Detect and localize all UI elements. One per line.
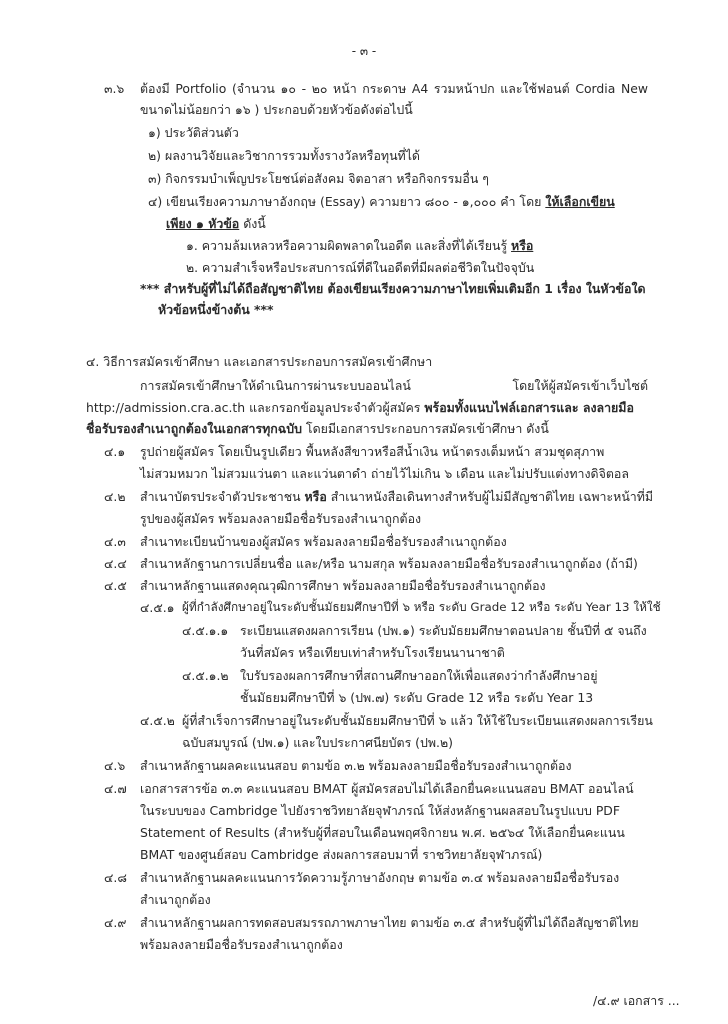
item-text: วันที่สมัคร หรือเทียบเท่าสำหรับโรงเรียนนานาชาติ xyxy=(240,645,505,660)
item-text: สำเนาหลักฐานการเปลี่ยนชื่อ และ/หรือ นามสกุล พร้อมลงลายมือชื่อรับรองสำเนาถูกต้อง (ถ้ามี) xyxy=(140,556,638,571)
emphasis-text: เพียง ๑ หัวข้อ xyxy=(166,216,240,231)
item-text: Statement of Results (สำหรับผู้ที่สอบในเดือนพฤศจิกายน พ.ศ. ๒๕๖๔ ให้เลือกยื่นคะแนน xyxy=(140,825,625,840)
item-text xyxy=(140,488,653,505)
section-heading: ๔. วิธีการสมัครเข้าศึกษา และเอกสารประกอบการสมัครเข้าศึกษา xyxy=(86,354,433,369)
list-item: ๑) ประวัติส่วนตัว xyxy=(148,125,239,140)
item-number: ๔.๔ xyxy=(104,556,127,571)
item-text: ฉบับสมบูรณ์ (ปพ.๑) และใบประกาศนียบัตร (ปพ.๒) xyxy=(182,735,453,750)
note-text: *** สำหรับผู้ที่ไม่ได้ถือสัญชาติไทย ต้องเขียนเรียงความภาษาไทยเพิ่มเติมอีก 1 เรื่อง ในหัวข้อใด xyxy=(140,281,646,296)
item-number: ๔.๗ xyxy=(104,781,127,796)
item-number: ๔.๕ xyxy=(104,578,127,593)
list-item xyxy=(148,193,615,210)
paragraph-line xyxy=(86,420,549,437)
paragraph-line: ต้องมี Portfolio (จำนวน ๑๐ - ๒๐ หน้า กระดาษ A4 รวมหน้าปก และใช้ฟอนต์ Cordia New xyxy=(140,81,648,96)
item-number: ๔.๑ xyxy=(104,444,126,459)
text: ดังนี้ xyxy=(239,216,266,231)
emphasis-text: ให้เลือกเขียน xyxy=(545,194,615,209)
item-number: ๔.๕.๒ xyxy=(140,713,175,728)
item-number: ๔.๕.๑.๒ xyxy=(182,668,229,683)
item-text: ผู้ที่สำเร็จการศึกษาอยู่ในระดับชั้นมัธยมศึกษาปีที่ ๖ แล้ว ให้ใช้ใบระเบียนแสดงผลการเรียน xyxy=(182,713,653,728)
item-text: สำเนาหลักฐานผลคะแนนสอบ ตามข้อ ๓.๒ พร้อมลงลายมือชื่อรับรองสำเนาถูกต้อง xyxy=(140,758,572,773)
essay-topic: ๒. ความสำเร็จหรือประสบการณ์ที่ดีในอดีตที่มีผลต่อชีวิตในปัจจุบัน xyxy=(186,260,535,275)
paragraph-line xyxy=(86,399,634,416)
item-number: ๔.๕.๑ xyxy=(140,600,175,615)
essay-topic xyxy=(186,237,533,254)
item-text: ระเบียนแสดงผลการเรียน (ปพ.๑) ระดับมัธยมศึกษาตอนปลาย ชั้นปีที่ ๕ จนถึง xyxy=(240,623,647,638)
paragraph-line: การสมัครเข้าศึกษาให้ดำเนินการผ่านระบบออนไลน์ โดยให้ผู้สมัครเข้าเว็บไซต์ xyxy=(140,378,648,393)
text: สำเนาหนังสือเดินทางสำหรับผู้ไม่มีสัญชาติไทย เฉพาะหน้าที่มี xyxy=(326,489,654,504)
paragraph-line: ขนาดไม่น้อยกว่า ๑๖ ) ประกอบด้วยหัวข้อดังต่อไปนี้ xyxy=(140,102,413,117)
item-number: ๔.๓ xyxy=(104,534,126,549)
page-number: - ๓ - xyxy=(351,44,377,58)
emphasis-text: หรือ xyxy=(511,238,534,253)
item-text: สำเนาทะเบียนบ้านของผู้สมัคร พร้อมลงลายมือชื่อรับรองสำเนาถูกต้อง xyxy=(140,534,507,549)
item-number: ๔.๒ xyxy=(104,489,126,504)
note-text: หัวข้อหนึ่งข้างต้น *** xyxy=(158,302,274,317)
text: โดยมีเอกสารประกอบการสมัครเข้าศึกษา ดังนี้ xyxy=(301,421,549,436)
list-item: ๒) ผลงานวิจัยและวิชาการรวมทั้งรางวัลหรือทุนที่ได้ xyxy=(148,148,420,163)
item-text: BMAT ของศูนย์สอบ Cambridge ส่งผลการสอบมาที่ ราชวิทยาลัยจุฬาภรณ์) xyxy=(140,847,543,862)
item-number: ๔.๙ xyxy=(104,915,127,930)
item-text: สำเนาหลักฐานแสดงคุณวุฒิการศึกษา พร้อมลงลายมือชื่อรับรองสำเนาถูกต้อง xyxy=(140,578,546,593)
item-text: ใบรับรองผลการศึกษาที่สถานศึกษาออกให้เพื่อแสดงว่ากำลังศึกษาอยู่ xyxy=(240,668,598,683)
item-text: เอกสารสารข้อ ๓.๓ คะแนนสอบ BMAT ผู้สมัครสอบไม่ได้เลือกยื่นคะแนนสอบ BMAT ออนไลน์ xyxy=(140,781,634,796)
emphasis-text: หรือ xyxy=(304,489,327,504)
continuation-footer: /๔.๙ เอกสาร ... xyxy=(593,993,680,1008)
item-text: ไม่สวมหมวก ไม่สวมแว่นตา และแว่นตาดำ ถ่ายไว้ไม่เกิน ๖ เดือน และไม่ปรับแต่งทางดิจิตอล xyxy=(140,466,629,481)
item-text: ผู้ที่กำลังศึกษาอยู่ในระดับชั้นมัธยมศึกษาปีที่ ๖ หรือ ระดับ Grade 12 หรือ ระดับ Year 13 ให้ใช้ xyxy=(182,600,661,614)
item-text: รูปของผู้สมัคร พร้อมลงลายมือชื่อรับรองสำเนาถูกต้อง xyxy=(140,511,422,526)
emphasis-text: ชื่อรับรองสำเนาถูกต้องในเอกสารทุกฉบับ xyxy=(86,421,302,436)
item-text: สำเนาหลักฐานผลการทดสอบสมรรถภาพภาษาไทย ตามข้อ ๓.๕ สำหรับผู้ที่ไม่ได้ถือสัญชาติไทย xyxy=(140,915,639,930)
item-text: พร้อมลงลายมือชื่อรับรองสำเนาถูกต้อง xyxy=(140,937,343,952)
url-text: http://admission.cra.ac.th และกรอกข้อมูลประจำตัวผู้สมัคร xyxy=(86,400,425,415)
text: ๔) เขียนเรียงความภาษาอังกฤษ (Essay) ความยาว ๘๐๐ - ๑,๐๐๐ คำ โดย xyxy=(148,194,546,209)
emphasis-text: พร้อมทั้งแนบไฟล์เอกสารและ ลงลายมือ xyxy=(424,400,634,415)
item-text: ในระบบของ Cambridge ไปยังราชวิทยาลัยจุฬาภรณ์ ให้ส่งหลักฐานผลสอบในรูปแบบ PDF xyxy=(140,803,620,818)
list-item-continuation xyxy=(166,215,266,232)
text: ๑. ความล้มเหลวหรือความผิดพลาดในอดีต และสิ่งที่ได้เรียนรู้ xyxy=(186,238,512,253)
item-number: ๔.๘ xyxy=(104,870,127,885)
item-number: ๔.๖ xyxy=(104,758,126,773)
item-text: สำเนาถูกต้อง xyxy=(140,892,211,907)
item-number: ๓.๖ xyxy=(104,81,125,96)
text: สำเนาบัตรประจำตัวประชาชน xyxy=(140,489,305,504)
list-item: ๓) กิจกรรมบำเพ็ญประโยชน์ต่อสังคม จิตอาสา หรือกิจกรรมอื่น ๆ xyxy=(148,171,489,186)
item-text: ชั้นมัธยมศึกษาปีที่ ๖ (ปพ.๗) ระดับ Grade 12 หรือ ระดับ Year 13 xyxy=(240,690,594,705)
item-number: ๔.๕.๑.๑ xyxy=(182,623,229,638)
item-text: สำเนาหลักฐานผลคะแนนการวัดความรู้ภาษาอังกฤษ ตามข้อ ๓.๔ พร้อมลงลายมือชื่อรับรอง xyxy=(140,870,620,885)
item-text: รูปถ่ายผู้สมัคร โดยเป็นรูปเดียว พื้นหลังสีขาวหรือสีน้ำเงิน หน้าตรงเต็มหน้า สวมชุดสุภาพ xyxy=(140,444,605,459)
